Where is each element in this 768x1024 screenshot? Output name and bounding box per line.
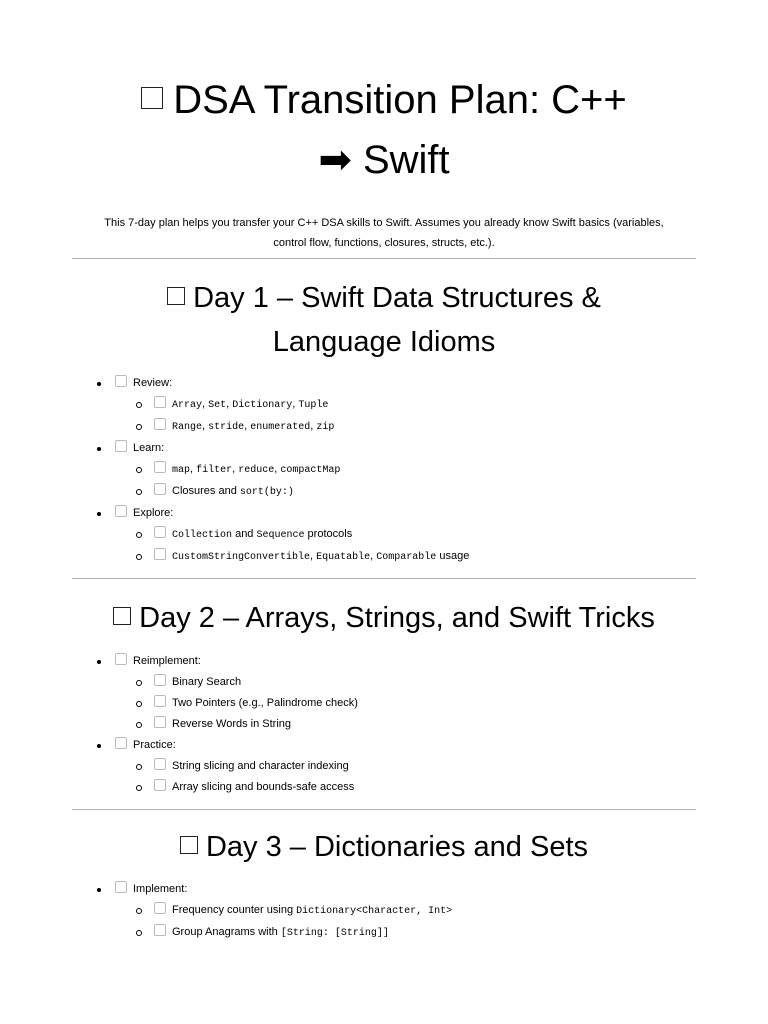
task-checkbox[interactable] [154, 461, 166, 473]
list-item: map, filter, reduce, compactMap [0, 459, 768, 481]
list-item: Collection and Sequence protocols [0, 524, 768, 546]
list-item: CustomStringConvertible, Equatable, Comparable usage [0, 546, 768, 568]
day1-task-list [0, 373, 768, 568]
list-item: Practice: [0, 735, 768, 756]
day2-task-list [0, 651, 768, 798]
task-checkbox[interactable] [154, 924, 166, 936]
task-checkbox[interactable] [115, 375, 127, 387]
list-item: Learn: [0, 438, 768, 459]
list-item: Frequency counter using Dictionary<Character, Int> [0, 900, 768, 922]
task-checkbox[interactable] [154, 779, 166, 791]
task-checkbox[interactable] [154, 716, 166, 728]
arrow-right-icon: ➡ [318, 138, 352, 182]
task-checkbox[interactable] [115, 653, 127, 665]
task-checkbox[interactable] [154, 758, 166, 770]
checkbox-icon [113, 607, 131, 625]
list-item: String slicing and character indexing [0, 756, 768, 777]
divider [72, 578, 696, 579]
day1-heading: Day 1 – Swift Data Structures & Language Idioms [72, 276, 696, 364]
day3-task-list [0, 879, 768, 944]
list-item: Reverse Words in String [0, 714, 768, 735]
task-checkbox[interactable] [154, 418, 166, 430]
list-item: Review: [0, 373, 768, 394]
task-checkbox[interactable] [115, 440, 127, 452]
divider [72, 258, 696, 259]
task-checkbox[interactable] [154, 674, 166, 686]
task-checkbox[interactable] [154, 548, 166, 560]
list-item: Explore: [0, 503, 768, 524]
task-checkbox[interactable] [154, 902, 166, 914]
task-checkbox[interactable] [115, 505, 127, 517]
divider [72, 809, 696, 810]
task-checkbox[interactable] [154, 396, 166, 408]
list-item: Array, Set, Dictionary, Tuple [0, 394, 768, 416]
task-checkbox[interactable] [115, 737, 127, 749]
page-title: DSA Transition Plan: C++ ➡ Swift [80, 70, 688, 190]
checkbox-icon [141, 87, 163, 109]
task-checkbox[interactable] [154, 526, 166, 538]
task-checkbox[interactable] [154, 695, 166, 707]
list-item: Range, stride, enumerated, zip [0, 416, 768, 438]
list-item: Two Pointers (e.g., Palindrome check) [0, 693, 768, 714]
list-item: Closures and sort(by:) [0, 481, 768, 503]
list-item: Group Anagrams with [String: [String]] [0, 922, 768, 944]
checkbox-icon [167, 287, 185, 305]
day2-heading: Day 2 – Arrays, Strings, and Swift Tricks [72, 596, 696, 640]
list-item: Array slicing and bounds-safe access [0, 777, 768, 798]
intro-paragraph: This 7-day plan helps you transfer your C++ DSA skills to Swift. Assumes you already know Swift basics (variables, control flow, functions, closures, structs, etc.). [104, 217, 664, 249]
list-item: Reimplement: [0, 651, 768, 672]
task-checkbox[interactable] [154, 483, 166, 495]
day3-heading: Day 3 – Dictionaries and Sets [72, 825, 696, 869]
task-checkbox[interactable] [115, 881, 127, 893]
list-item: Implement: [0, 879, 768, 900]
list-item: Binary Search [0, 672, 768, 693]
checkbox-icon [180, 836, 198, 854]
